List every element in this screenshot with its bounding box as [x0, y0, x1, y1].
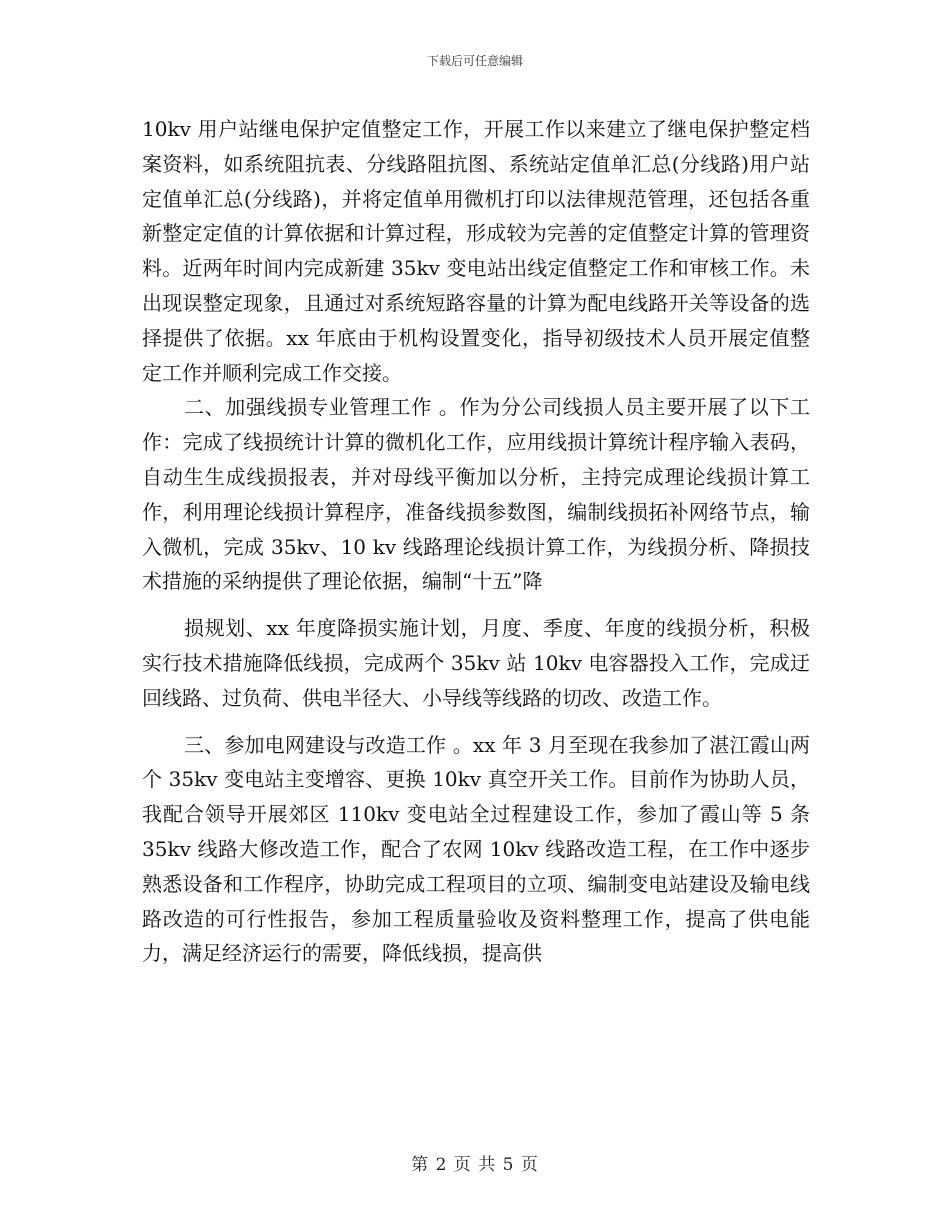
paragraph-grid-construction: 三、参加电网建设与改造工作 。xx 年 3 月至现在我参加了湛江霞山两个 35kv 变电站主变增容、更换 10kv 真空开关工作。目前作为协助人员，我配合领导开展郊区 110kv 变电站全过程建设工作，参加了霞山等 5 条 35kv 线路大修改造工作，配合了农网 10kv 线路改造工程，在工作中逐步熟悉设备和工作程序，协助完成工程项目的立项、编制变电站建设及输电线路改造的可行性报告，参加工程质量验收及资料整理工作，提高了供电能力，满足经济运行的需要，降低线损，提高供 [142, 732, 810, 966]
page-number: 第 2 页 共 5 页 [411, 1155, 539, 1175]
paragraph-loss-reduction-plan: 损规划、xx 年度降损实施计划，月度、季度、年度的线损分析，积极实行技术措施降低线损，完成两个 35kv 站 10kv 电容器投入工作，完成迂回线路、过负荷、供电半径大、小导线等线路的切改、改造工作。 [142, 616, 810, 710]
document-body [142, 112, 810, 971]
paragraph-relay-protection: 10kv 用户站继电保护定值整定工作，开展工作以来建立了继电保护整定档案资料，如系统阻抗表、分线路阻抗图、系统站定值单汇总(分线路)用户站定值单汇总(分线路)，并将定值单用微机打印以法律规范管理，还包括各重新整定定值的计算依据和计算过程，形成较为完善的定值整定计算的管理资料。近两年时间内完成新建 35kv 变电站出线定值整定工作和审核工作。未出现误整定现象，且通过对系统短路容量的计算为配电线路开关等设备的选择提供了依据。xx 年底由于机构设置变化，指导初级技术人员开展定值整定工作并顺利完成工作交接。 [142, 117, 810, 385]
paragraph-line-loss-management: 二、加强线损专业管理工作 。作为分公司线损人员主要开展了以下工作：完成了线损统计计算的微机化工作，应用线损计算统计程序输入表码，自动生生成线损报表，并对母线平衡加以分析，主持完成理论线损计算工作，利用理论线损计算程序，准备线损参数图，编制线损拓补网络节点，输入微机，完成 35kv、10 kv 线路理论线损计算工作，为线损分析、降损技术措施的采纳提供了理论依据，编制“十五”降 [142, 395, 810, 594]
page-header: 下载后可任意编辑 [426, 54, 523, 68]
